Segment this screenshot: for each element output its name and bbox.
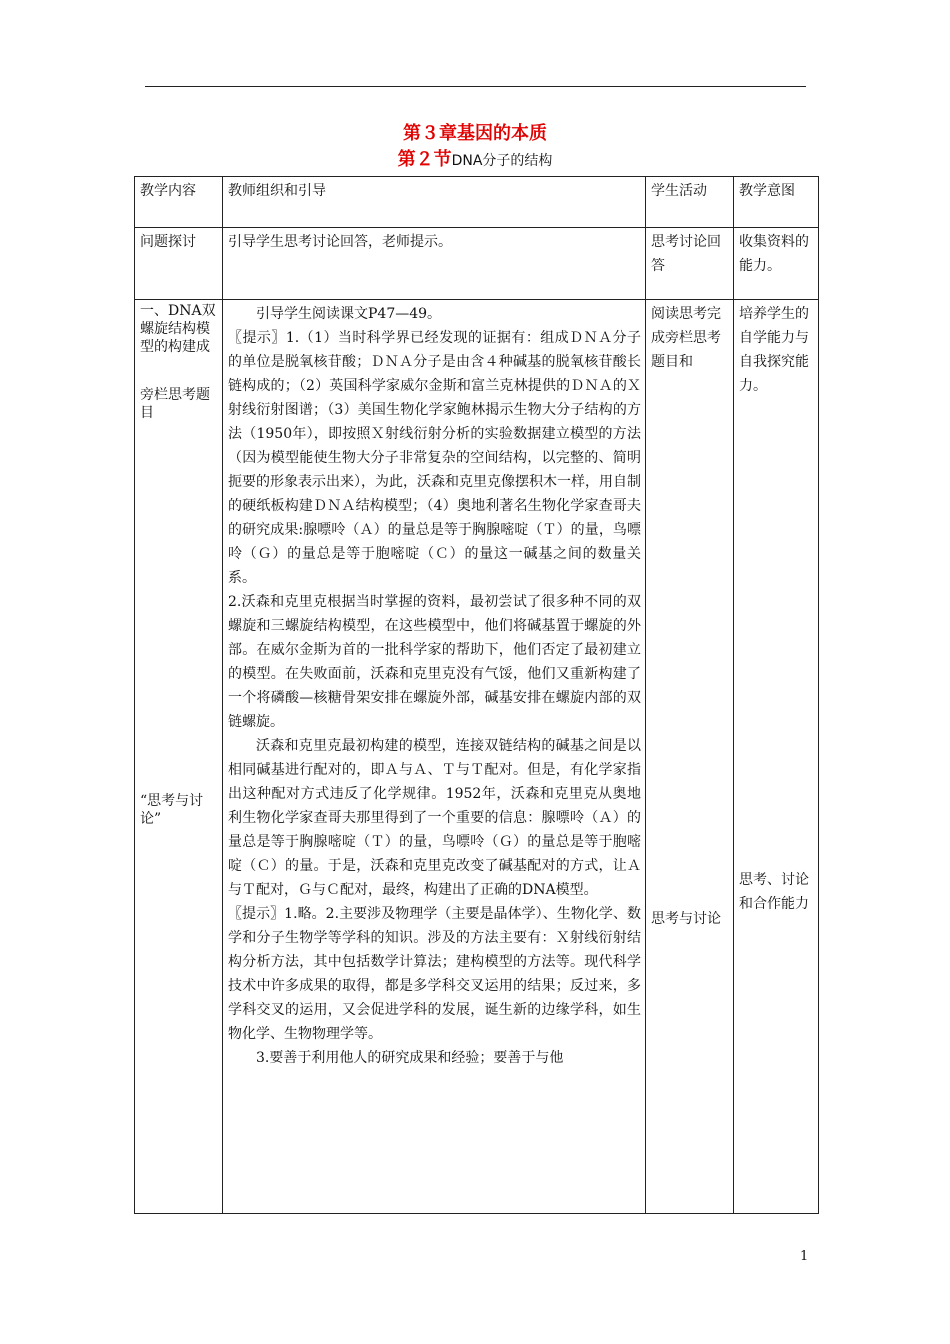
student-activity-discuss: 思考与讨论 — [651, 911, 721, 927]
teacher-paragraph: 沃森和克里克最初构建的模型，连接双链结构的碱基之间是以相同碱基进行配对的，即Ａ与Ａ、Ｔ与Ｔ配对。但是，有化学家指出这种配对方式违反了化学规律。1952年，沃森和克里克从奥地利生物化学家查哥夫那里得到了一个重要的信息：腺嘌呤（Ａ）的量总是等于胸腺嘧啶（Ｔ）的量，鸟嘌呤（Ｇ）的量总是等于胞嘧啶（Ｃ）的量。于是，沃森和克里克改变了碱基配对的方式，让Ａ与Ｔ配对，Ｇ与Ｃ配对，最终，构建出了正确的DNA模型。 — [228, 738, 641, 898]
table-header-row — [135, 177, 819, 228]
table-row-problem — [135, 228, 819, 300]
teacher-paragraph: 〖提示〗1.（1）当时科学界已经发现的证据有：组成ＤＮＡ分子的单位是脱氧核苷酸；ＤＮＡ分子是由含４种碱基的脱氧核苷酸长链构成的；（2）英国科学家威尔金斯和富兰克林提供的ＤＮＡ的Ｘ射线衍射图谱；（3）美国生物化学家鲍林揭示生物大分子结构的方法（1950年），即按照Ｘ射线衍射分析的实验数据建立模型的方法（因为模型能使生物大分子非常复杂的空间结构，以完整的、简明扼要的形象表示出来），为此，沃森和克里克像摆积木一样，用自制的硬纸板构建ＤＮＡ结构模型；（4）奥地利著名生物化学家查哥夫的研究成果:腺嘌呤（Ａ）的量总是等于胸腺嘧啶（Ｔ）的量，鸟嘌呤（Ｇ）的量总是等于胞嘧啶（Ｃ）的量这一碱基之间的数量关系。 — [228, 330, 641, 586]
cell-student-main — [646, 300, 734, 1214]
teacher-paragraph: 〖提示〗1.略。2.主要涉及物理学（主要是晶体学）、生物化学、数学和分子生物学等学科的知识。涉及的方法主要有：Ｘ射线衍射结构分析方法，其中包括数学计算法；建构模型的方法等。现代科学技术中许多成果的取得，都是多学科交叉运用的结果；反过来，多学科交叉的运用，又会促进学科的发展，诞生新的边缘学科，如生物化学、生物物理学等。 — [228, 906, 641, 1042]
content-dna-model: 一、DNA双螺旋结构模型的构建成 — [140, 303, 216, 355]
cell-intent: 收集资料的能力。 — [734, 228, 819, 300]
chapter-title: 第３章基因的本质 — [403, 123, 547, 144]
intent-cooperation: 思考、讨论和合作能力 — [739, 872, 809, 912]
student-activity-read: 阅读思考完成旁栏思考题目和 — [651, 306, 721, 370]
table-row-main — [135, 300, 819, 1214]
page-number: 1 — [800, 1249, 809, 1264]
content-think-discuss: “思考与讨论” — [140, 793, 204, 827]
cell-teacher: 引导学生思考讨论回答，老师提示。 — [223, 228, 646, 300]
cell-teacher-main — [223, 300, 646, 1214]
cell-intent-main — [734, 300, 819, 1214]
cell-content-main — [135, 300, 223, 1214]
teacher-paragraph: 引导学生阅读课文P47—49。 — [256, 306, 442, 322]
intent-self-study: 培养学生的自学能力与自我探究能力。 — [739, 306, 809, 394]
header-rule — [145, 86, 806, 87]
cell-content: 问题探讨 — [135, 228, 223, 300]
teacher-paragraph: 3.要善于利用他人的研究成果和经验；要善于与他 — [256, 1050, 564, 1066]
header-teacher: 教师组织和引导 — [223, 177, 646, 228]
header-intent: 教学意图 — [734, 177, 819, 228]
header-student: 学生活动 — [646, 177, 734, 228]
content-sidebar-questions: 旁栏思考题目 — [140, 387, 210, 421]
lesson-plan-table — [134, 176, 819, 1214]
teacher-paragraph: 2.沃森和克里克根据当时掌握的资料，最初尝试了很多种不同的双螺旋和三螺旋结构模型，在这些模型中，他们将碱基置于螺旋的外部。在威尔金斯为首的一批科学家的帮助下，他们否定了最初建立的模型。在失败面前，沃森和克里克没有气馁，他们又重新构建了一个将磷酸—核糖骨架安排在螺旋外部，碱基安排在螺旋内部的双链螺旋。 — [228, 594, 641, 730]
section-number: 第２节 — [397, 149, 452, 170]
header-content: 教学内容 — [135, 177, 223, 228]
cell-student: 思考讨论回答 — [646, 228, 734, 300]
section-topic: DNA分子的结构 — [451, 153, 553, 169]
section-title — [0, 149, 950, 172]
